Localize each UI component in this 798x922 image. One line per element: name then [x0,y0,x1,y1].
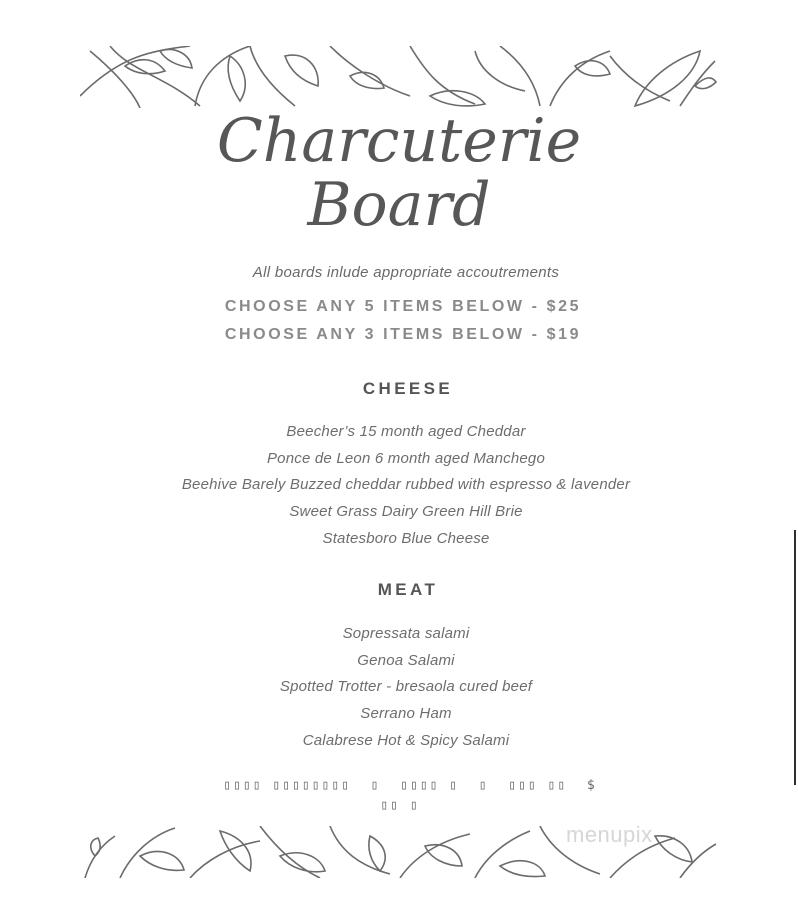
top-leaf-border [80,46,718,108]
price-option-5-items: CHOOSE ANY 5 ITEMS BELOW - $25 [224,298,582,315]
menu-title-line2: Board [307,170,491,240]
list-item: Beehive Barely Buzzed cheddar rubbed with espresso & lavender [181,476,631,494]
list-item: Statesboro Blue Cheese [322,529,490,547]
watermark: menupix [566,822,653,847]
section-heading-meat: MEAT [377,580,439,599]
meat-list [0,621,798,754]
list-item: Beecher’s 15 month aged Cheddar [286,423,526,440]
scrollbar[interactable] [794,530,796,785]
footer-text-line2: ▯▯ ▯ [380,798,420,813]
footer-text-line1: ▯▯▯▯ ▯▯▯▯▯▯▯▯ ▯ ▯▯▯▯ ▯ ▯ ▯▯▯ ▯▯ $ [223,778,597,793]
price-option-3-items: CHOOSE ANY 3 ITEMS BELOW - $19 [224,326,582,343]
accoutrements-note: All boards inlude appropriate accoutrements [252,264,560,281]
list-item: Genoa Salami [357,651,455,669]
list-item: Sopressata salami [342,625,470,642]
list-item: Sweet Grass Dairy Green Hill Brie [289,503,523,521]
list-item: Spotted Trotter - bresaola cured beef [279,678,533,696]
list-item: Ponce de Leon 6 month aged Manchego [266,449,546,467]
section-heading-cheese: CHEESE [362,379,454,398]
list-item: Serrano Ham [360,705,452,723]
cheese-list [0,419,798,552]
list-item: Calabrese Hot & Spicy Salami [302,731,510,749]
menu-title-line1: Charcuterie [216,106,582,176]
